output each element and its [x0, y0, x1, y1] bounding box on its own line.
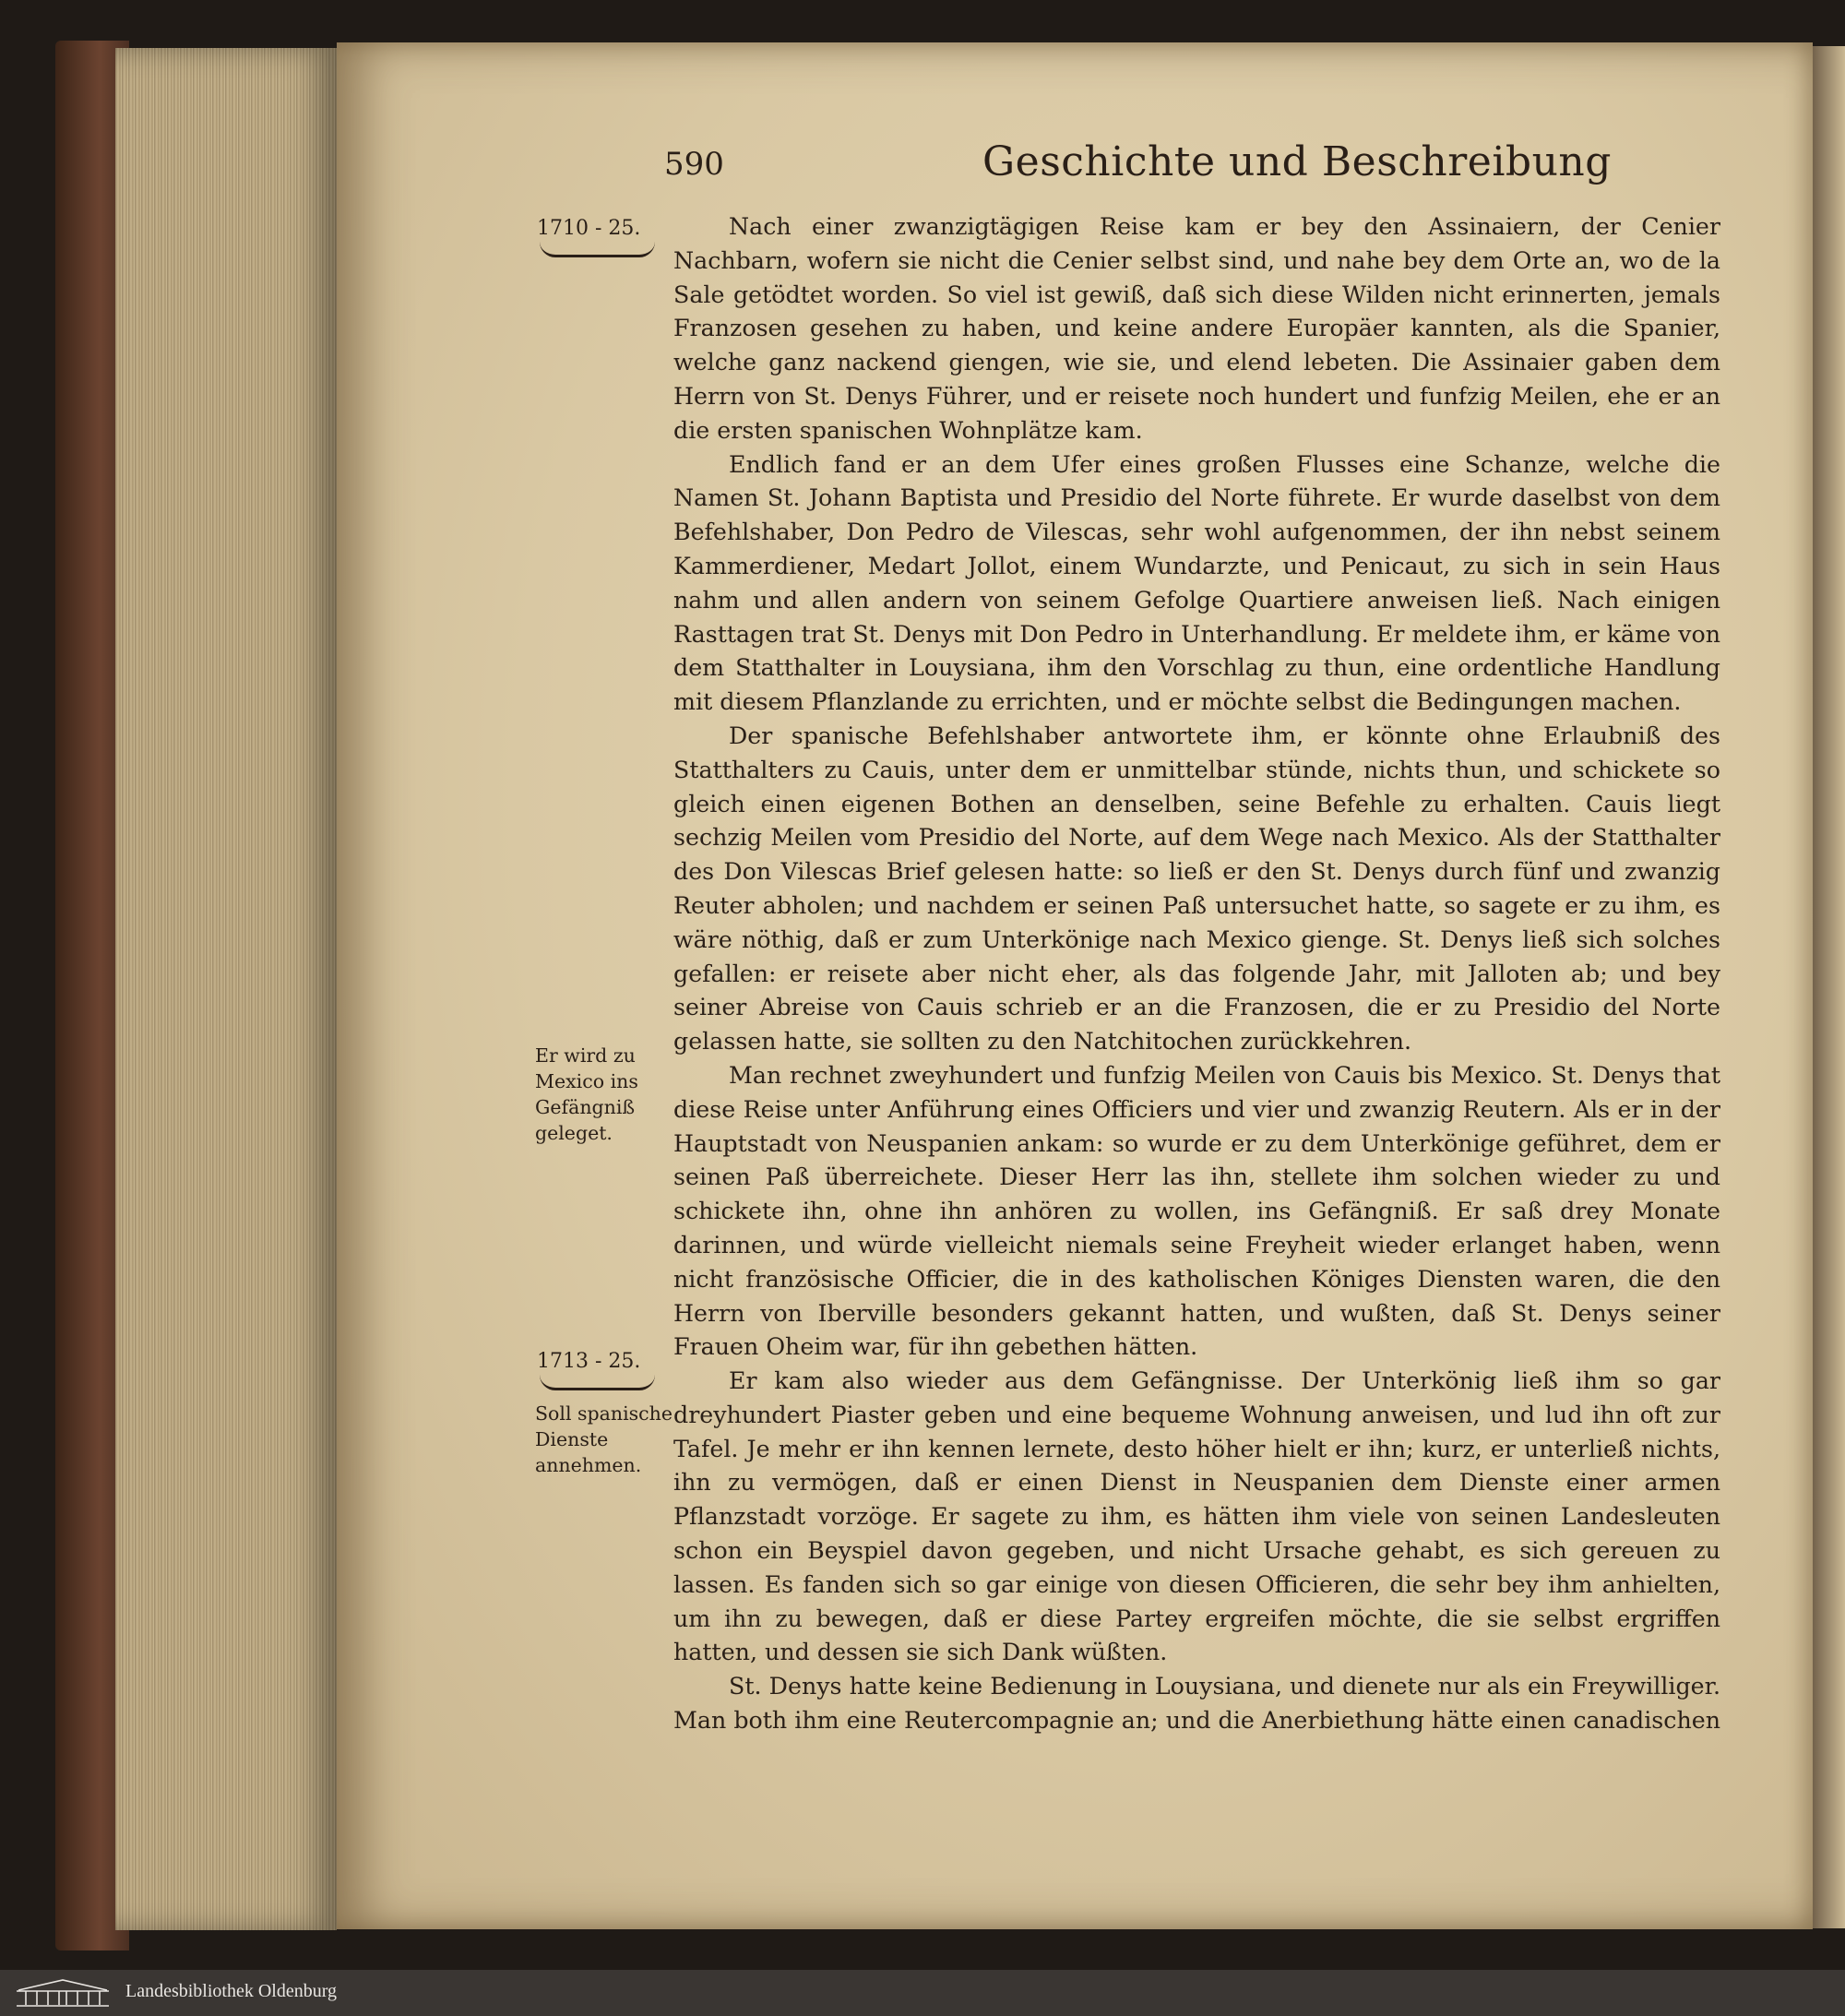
paragraph: Er kam also wieder aus dem Gefängnisse. Der Unterkönig ließ ihm so gar dreyhundert Piaster geben und eine bequeme Wohnung anweisen, und lud ihn oft zur Tafel. Je mehr er ihn kennen lernete, desto höher hielt er ihn; kurz, er unterließ nichts, ihn zu vermögen, daß er einen Dienst in Neuspanien dem Dienste einer armen Pflanzstadt vorzöge. Er sagete zu ihm, es hätten ihm viele von seinen Landesleuten schon ein Beyspiel davon gegeben, und nicht Ursache gehabt, es sich gereuen zu lassen. Es fanden sich so gar einige von diesen Officieren, die sehr bey ihm anhielten, um ihn zu bewegen, daß er diese Partey ergreifen möchte, die sie selbst ergriffen hatten, und dessen sie sich Dank wüßten.: [673, 1367, 1720, 1666]
paragraph: Der spanische Befehlshaber antwortete ihm, er könnte ohne Erlaubniß des Statthalters zu Cauis, unter dem er unmittelbar stünde, nichts thun, und schickete so gleich einen eigenen Bothen an denselben, seine Befehle zu erhalten. Cauis liegt sechzig Meilen vom Presidio del Norte, auf dem Wege nach Mexico. Als der Statthalter des Don Vilescas Brief gelesen hatte: so ließ er den St. Denys durch fünf und zwanzig Reuter abholen; und nachdem er seinen Paß untersuchet hatte, so sagete er zu ihm, es wäre nöthig, daß er zum Unterkönige nach Mexico gienge. St. Denys ließ sich solches gefallen: er reisete aber nicht eher, als das folgende Jahr, mit Jalloten ab; und bey seiner Abreise von Cauis schrieb er an die Franzosen, die er zu Presidio del Norte gelassen hatte, sie sollten zu den Natchitochen zurückkehren.: [673, 722, 1720, 1056]
footer-bar: [0, 1970, 1845, 2016]
library-building-icon: [13, 1977, 113, 2009]
margin-note-prison: Er wird zu Mexico ins Gefängniß geleget.: [535, 1044, 638, 1144]
next-page-edge: [1810, 46, 1845, 1928]
paragraph: Endlich fand er an dem Ufer eines großen Flusses eine Schanze, welche die Namen St. Johann Baptista und Presidio del Norte führete. Er wurde daselbst von dem Befehlshaber, Don Pedro de Vilescas, sehr wohl aufgenommen, der ihn nebst seinem Kammerdiener, Medart Jollot, einem Wundarzte, und Penicaut, zu sich in sein Haus nahm und allen andern von seinem Gefolge Quartiere anweisen ließ. Nach einigen Rasttagen trat St. Denys mit Don Pedro in Unterhandlung. Er meldete ihm, er käme von dem Statthalter in Louysiana, ihm den Vorschlag zu thun, eine ordentliche Handlung mit diesem Pflanzlande zu errichten, und er möchte selbst die Bedingungen machen.: [673, 450, 1720, 716]
margin-brace: [540, 1375, 655, 1390]
paragraph: Nach einer zwanzigtägigen Reise kam er bey den Assinaiern, der Cenier Nachbarn, wofern sie nicht die Cenier selbst sind, und nahe bey dem Orte an, wo de la Sale getödtet worden. So viel ist gewiß, daß sich diese Wilden nicht erinnerten, jemals Franzosen gesehen zu haben, und keine andere Europäer kannten, als die Spanier, welche ganz nackend giengen, wie sie, und elend lebeten. Die Assinaier gaben dem Herrn von St. Denys Führer, und er reisete noch hundert und funfzig Meilen, ehe er an die ersten spanischen Wohnplätze kam.: [673, 213, 1720, 444]
body-text: [673, 210, 1720, 1738]
running-title: Geschichte und Beschreibung: [982, 138, 1612, 185]
margin-year-1713: 1713 - 25.: [537, 1350, 641, 1373]
page-edges: [115, 48, 337, 1930]
margin-brace: [540, 242, 655, 257]
page-number: 590: [664, 146, 724, 183]
library-name: Landesbibliothek Oldenburg: [125, 1981, 338, 2001]
paragraph: St. Denys hatte keine Bedienung in Louysiana, und dienete nur als ein Freywilliger. Man both ihm eine Reutercompagnie an; und die Anerbiethung hätte einen canadischen: [673, 1673, 1721, 1735]
margin-note-spanish-service: Soll spanische Dienste annehmen.: [535, 1402, 673, 1476]
page-header: [664, 138, 1716, 194]
margin-year-1710: 1710 - 25.: [537, 217, 641, 240]
paragraph: Man rechnet zweyhundert und funfzig Meilen von Cauis bis Mexico. St. Denys that diese Reise unter Anführung eines Officiers und vier und zwanzig Reutern. Als er in der Hauptstadt von Neuspanien ankam: so wurde er zu dem Unterkönige geführet, dem er seinen Paß überreichete. Dieser Herr las ihn, stellete ihm solchen wieder zu und schickete ihn, ohne ihn anhören zu wollen, ins Gefängniß. Er saß drey Monate darinnen, und würde vielleicht niemals seine Freyheit wieder erlanget haben, wenn nicht französische Officier, die in des katholischen Königes Diensten waren, die den Herrn von Iberville besonders gekannt hatten, und wußten, daß St. Denys seiner Frauen Oheim war, für ihn gebethen hätten.: [673, 1061, 1720, 1361]
